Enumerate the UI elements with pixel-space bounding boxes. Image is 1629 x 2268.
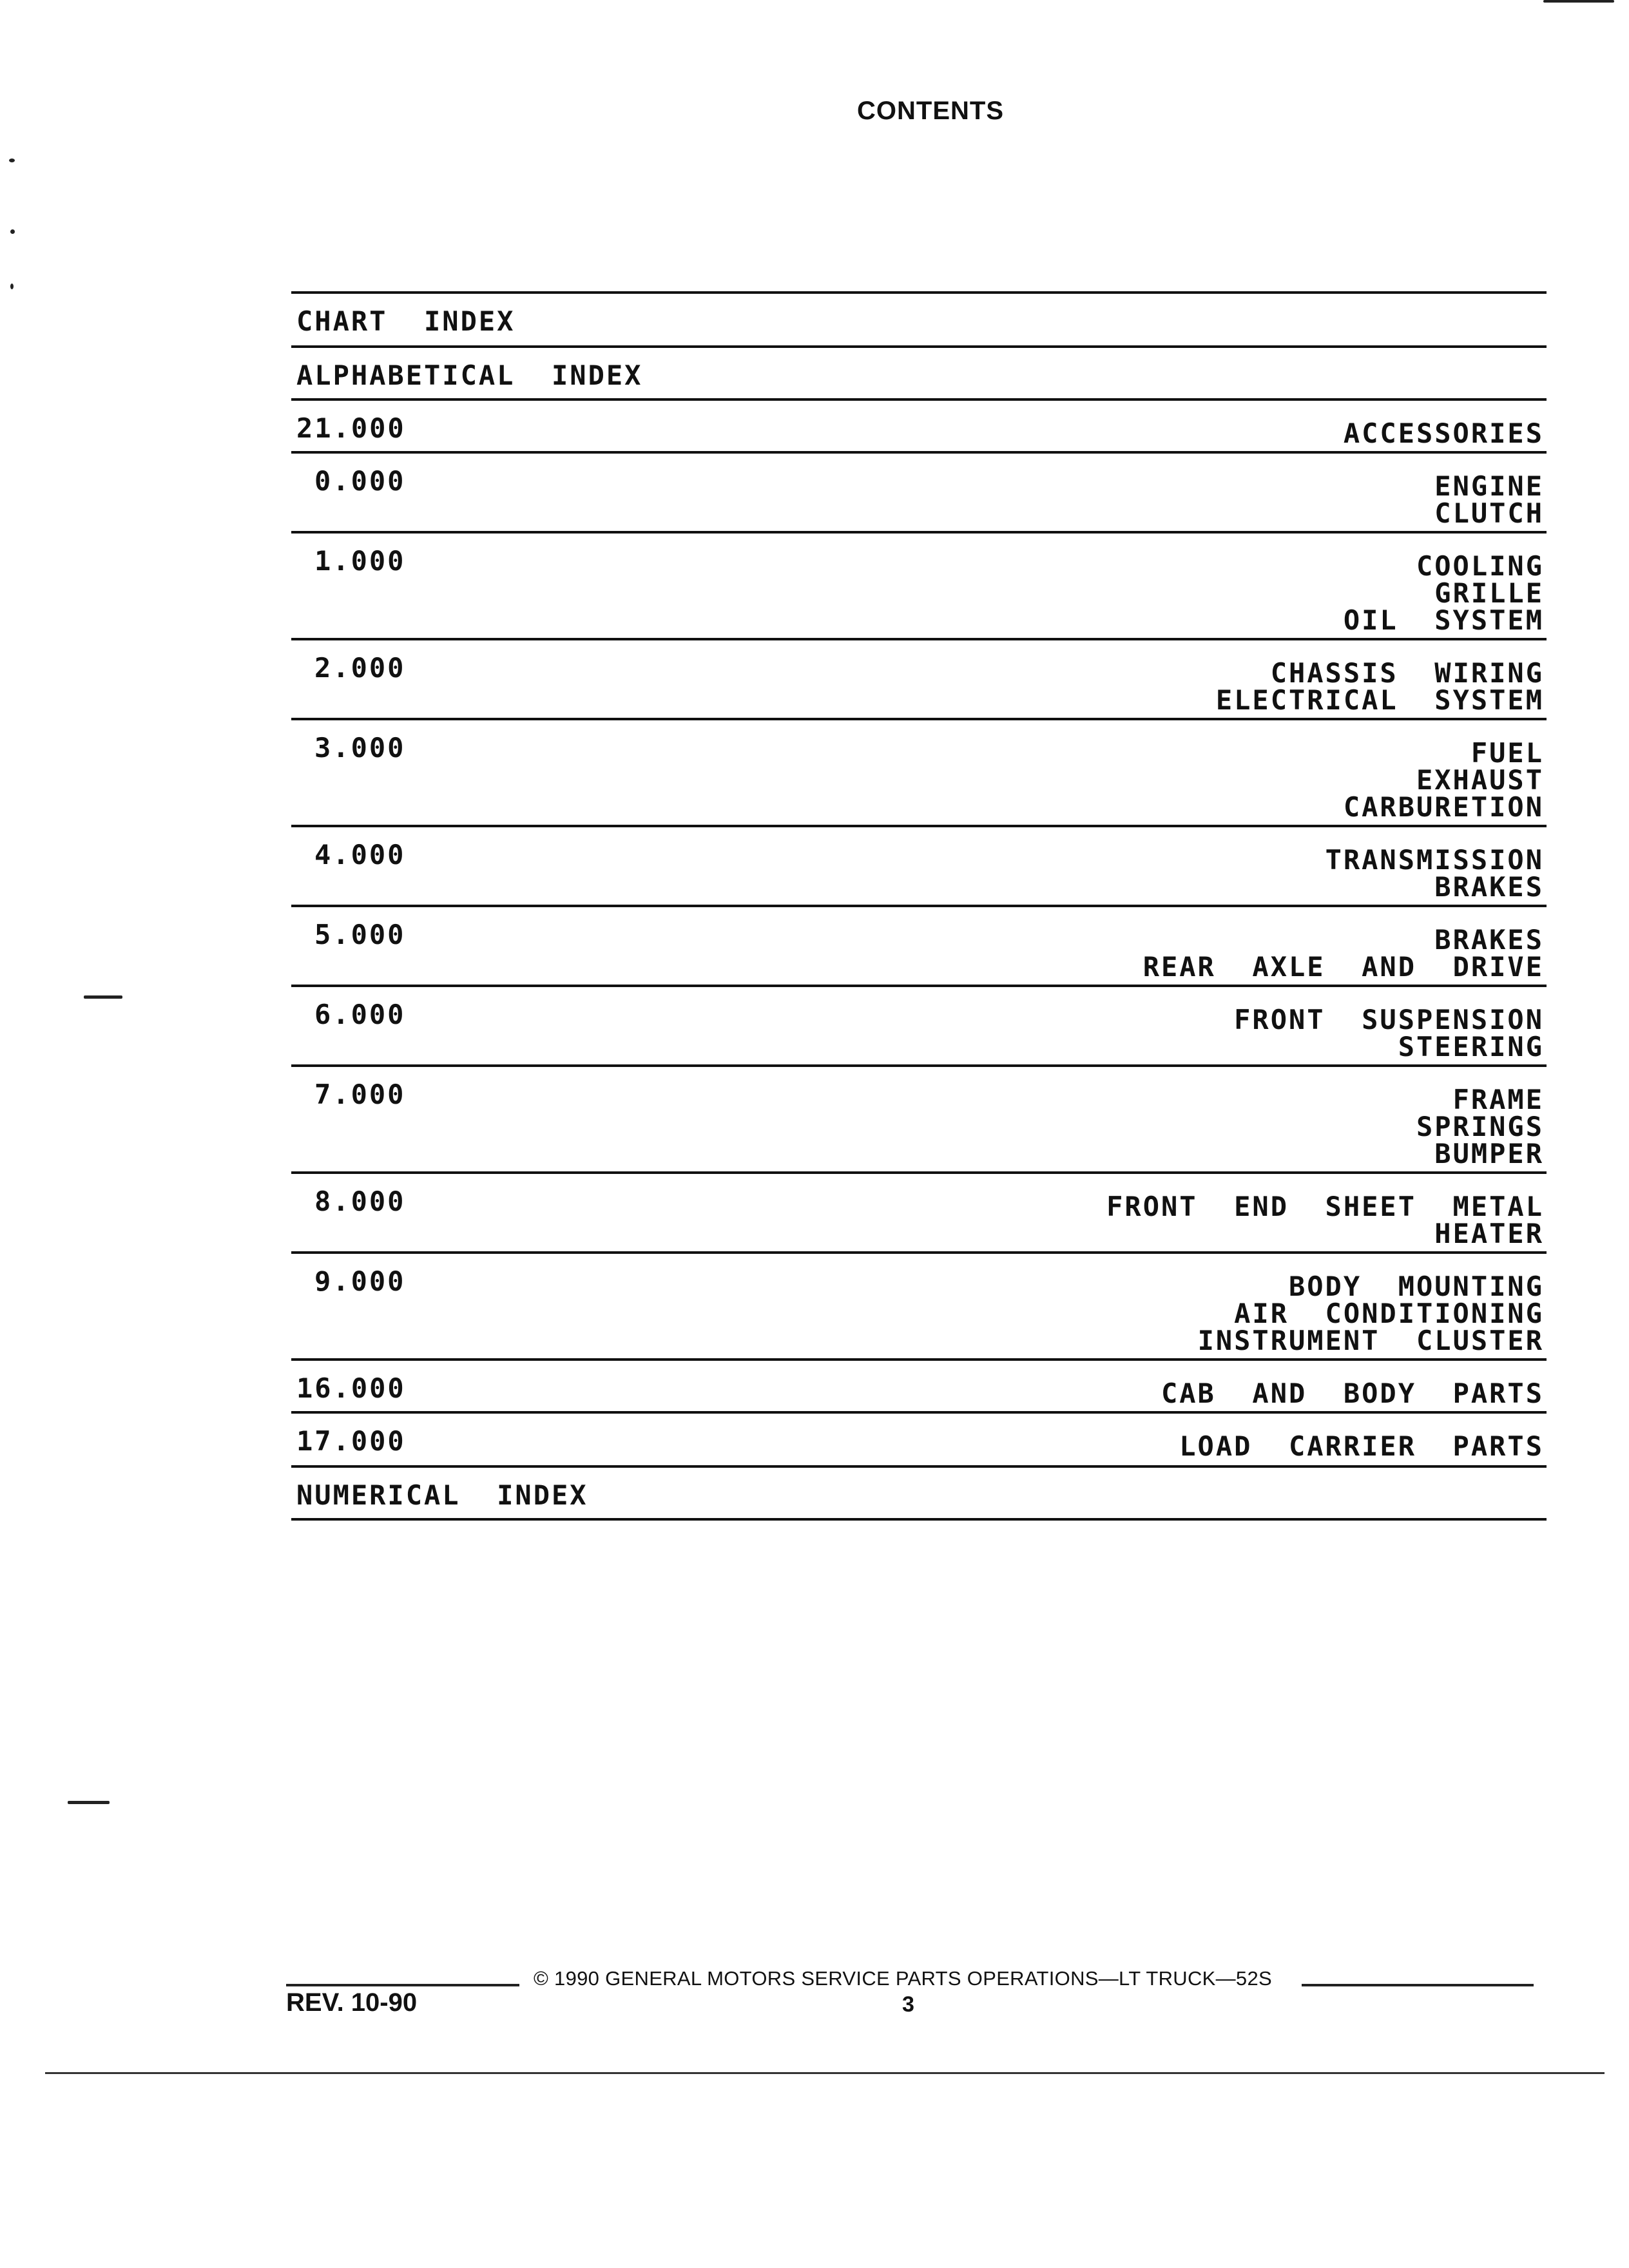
section-topics (1142, 924, 1544, 983)
section-topic: AIR CONDITIONING (1234, 1298, 1544, 1329)
scan-mark (68, 1801, 110, 1804)
section-number: 3.000 (314, 732, 406, 764)
toc-row (291, 987, 1547, 1067)
index-heading: NUMERICAL INDEX (296, 1479, 588, 1511)
section-topic: OIL SYSTEM (1343, 604, 1544, 636)
section-topic: TRANSMISSION (1325, 844, 1544, 876)
section-topic: GRILLE (1434, 577, 1544, 609)
section-number: 0.000 (314, 465, 406, 497)
section-number: 6.000 (314, 999, 406, 1030)
page-title: CONTENTS (857, 97, 1004, 125)
section-number: 8.000 (314, 1186, 406, 1217)
section-topic: STEERING (1398, 1031, 1544, 1062)
section-topic: ENGINE (1434, 470, 1544, 502)
section-topic: CHASSIS WIRING (1270, 657, 1544, 689)
section-topics (1106, 1193, 1544, 1247)
section-topic: EXHAUST (1416, 764, 1544, 796)
toc-row (291, 720, 1547, 827)
page-number: 3 (902, 1992, 914, 2017)
section-topic: BODY MOUNTING (1288, 1271, 1544, 1302)
section-topic: BUMPER (1434, 1138, 1544, 1169)
toc-row (291, 1414, 1547, 1468)
toc-row (291, 1361, 1547, 1414)
section-topic: FRONT END SHEET METAL (1106, 1191, 1544, 1222)
toc-row (291, 348, 1547, 401)
section-topic: REAR AXLE AND DRIVE (1142, 951, 1544, 983)
index-heading: ALPHABETICAL INDEX (296, 360, 643, 391)
section-topics (1344, 420, 1544, 447)
toc-row (291, 640, 1547, 720)
section-topics (1179, 1430, 1544, 1462)
section-number: 16.000 (296, 1372, 406, 1404)
section-topics (1198, 1273, 1544, 1354)
section-topic: SPRINGS (1416, 1111, 1544, 1142)
section-topic: FRONT SUSPENSION (1234, 1004, 1544, 1035)
toc-row (291, 827, 1547, 907)
scan-mark (84, 995, 122, 999)
footer-rule-right (1302, 1984, 1534, 1986)
toc-row (291, 1174, 1547, 1254)
section-topic: HEATER (1434, 1218, 1544, 1249)
section-topic: CARBURETION (1343, 791, 1544, 823)
section-topic: ELECTRICAL SYSTEM (1215, 684, 1544, 716)
section-topic: INSTRUMENT CLUSTER (1197, 1325, 1544, 1356)
section-topics (1325, 844, 1544, 903)
section-number: 21.000 (296, 412, 406, 444)
section-topics (1434, 470, 1544, 529)
section-number: 9.000 (314, 1265, 406, 1297)
toc-row (291, 401, 1547, 454)
section-topics (1234, 1006, 1544, 1061)
section-topic: ACCESSORIES (1343, 418, 1544, 449)
contents-table (291, 291, 1547, 1521)
section-number: 1.000 (314, 545, 406, 577)
scan-edge-line (45, 2072, 1605, 2074)
revision-label: REV. 10-90 (286, 1988, 418, 2017)
toc-row (291, 1468, 1547, 1521)
section-topics (1215, 657, 1544, 716)
scan-mark (10, 284, 14, 289)
section-topic: BRAKES (1434, 924, 1544, 956)
footer-rule-left (286, 1984, 519, 1986)
section-topics (1343, 550, 1544, 636)
toc-row (291, 533, 1547, 640)
section-topic: CAB AND BODY PARTS (1161, 1378, 1544, 1409)
section-topics (1343, 737, 1544, 823)
section-number: 7.000 (314, 1079, 406, 1110)
toc-row (291, 454, 1547, 533)
section-topic: CLUTCH (1434, 497, 1544, 529)
toc-row (291, 1254, 1547, 1361)
section-number: 2.000 (314, 652, 406, 684)
copyright-line: © 1990 GENERAL MOTORS SERVICE PARTS OPERATIONS—LT TRUCK—52S (534, 1967, 1272, 1990)
section-topics (1416, 1086, 1544, 1168)
index-heading: CHART INDEX (296, 305, 516, 337)
toc-row (291, 1067, 1547, 1174)
section-number: 5.000 (314, 919, 406, 950)
section-topic: FRAME (1452, 1084, 1544, 1115)
scan-mark (10, 229, 15, 234)
section-topic: LOAD CARRIER PARTS (1179, 1430, 1544, 1462)
section-topic: FUEL (1470, 737, 1544, 769)
toc-row (291, 907, 1547, 987)
section-number: 4.000 (314, 839, 406, 870)
section-topics (1161, 1380, 1544, 1407)
section-topic: BRAKES (1434, 871, 1544, 903)
scan-mark (9, 159, 15, 162)
scan-mark (1543, 0, 1614, 3)
toc-row (291, 294, 1547, 348)
section-number: 17.000 (296, 1425, 406, 1457)
section-topic: COOLING (1416, 550, 1544, 582)
